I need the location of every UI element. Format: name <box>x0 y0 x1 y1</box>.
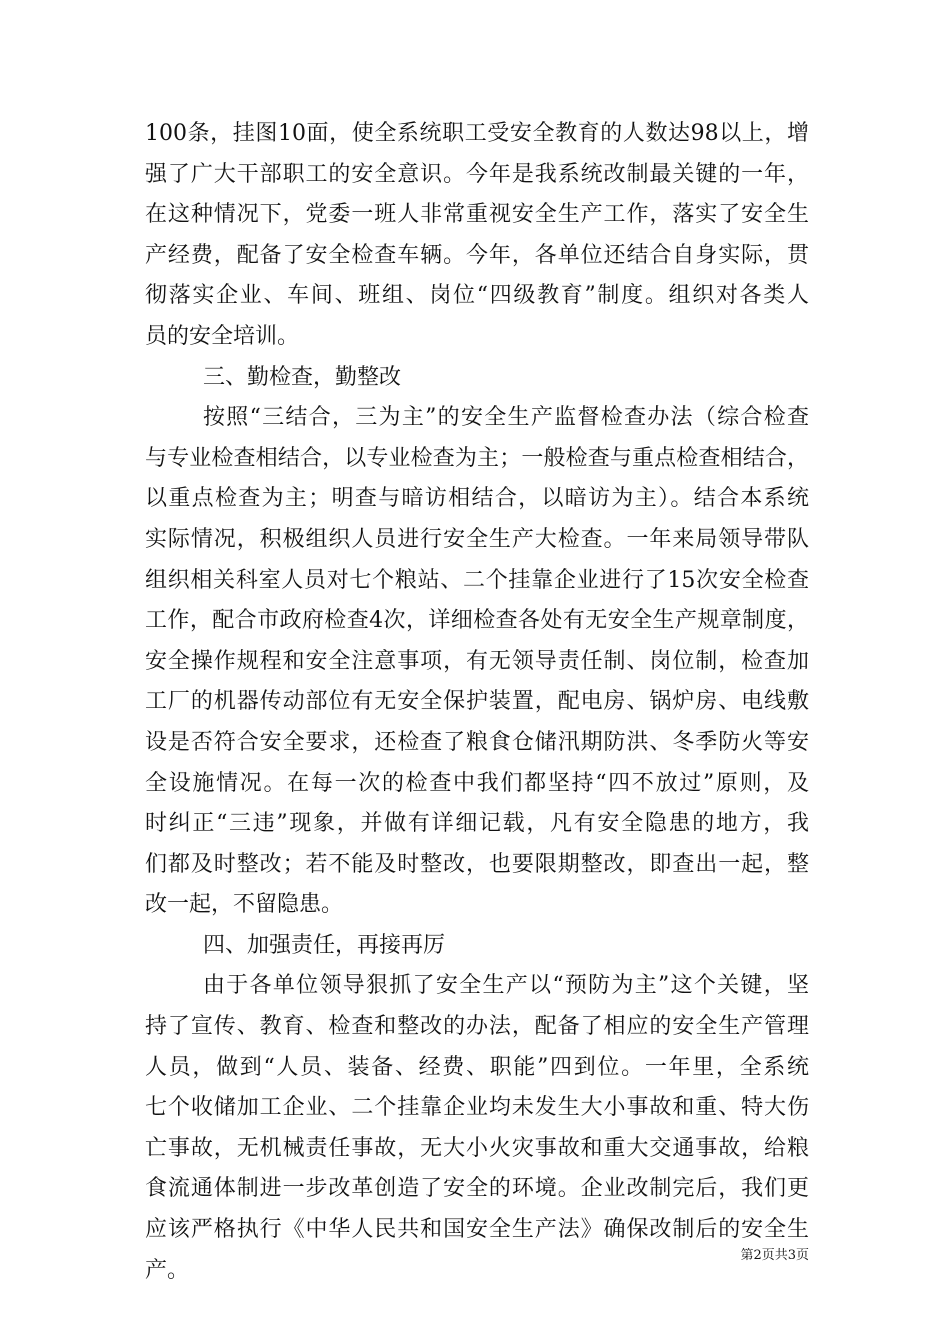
text-line: 人员，做到“人员、装备、经费、职能”四到位。一年里，全系统 <box>145 1054 809 1080</box>
text-line: 实际情况，积极组织人员进行安全生产大检查。一年来局领导带队 <box>145 526 809 552</box>
text-line: 产经费，配备了安全检查车辆。今年，各单位还结合自身实际，贯 <box>145 242 809 268</box>
heading-text: 三、勤检查，勤整改 <box>203 364 402 390</box>
text-line: 由于各单位领导狠抓了安全生产以“预防为主”这个关键，坚 <box>203 973 809 999</box>
text-line: 以重点检查为主；明查与暗访相结合，以暗访为主）。结合本系统 <box>145 486 809 512</box>
text-line: 100条，挂图10面，使全系统职工受安全教育的人数达98以上，增 <box>145 121 809 146</box>
text-line: 食流通体制进一步改革创造了安全的环境。企业改制完后，我们更 <box>145 1176 809 1202</box>
text-line: 彻落实企业、车间、班组、岗位“四级教育”制度。组织对各类人 <box>145 283 809 309</box>
text-line: 与专业检查相结合，以专业检查为主；一般检查与重点检查相结合， <box>145 445 809 471</box>
text-line: 组织相关科室人员对七个粮站、二个挂靠企业进行了15次安全检查 <box>145 567 809 593</box>
text-line: 工厂的机器传动部位有无安全保护装置，配电房、锅炉房、电线敷 <box>145 689 809 715</box>
text-line: 产。 <box>145 1257 190 1283</box>
text-line: 七个收储加工企业、二个挂靠企业均未发生大小事故和重、特大伤 <box>145 1095 809 1121</box>
text-line: 按照“三结合，三为主”的安全生产监督检查办法（综合检查 <box>203 405 809 431</box>
paragraph <box>145 966 809 1291</box>
text-line: 在这种情况下，党委一班人非常重视安全生产工作，落实了安全生 <box>145 202 809 228</box>
document-body <box>145 114 809 1291</box>
text-line: 员的安全培训。 <box>145 323 300 349</box>
paragraph <box>145 114 809 358</box>
heading-text: 四、加强责任，再接再厉 <box>203 932 446 958</box>
text-line: 持了宣传、教育、检查和整改的办法，配备了相应的安全生产管理 <box>145 1014 809 1040</box>
text-line: 设是否符合安全要求，还检查了粮食仓储汛期防洪、冬季防火等安 <box>145 729 809 755</box>
text-line: 亡事故，无机械责任事故，无大小火灾事故和重大交通事故，给粮 <box>145 1135 809 1161</box>
text-line: 应该严格执行《中华人民共和国安全生产法》确保改制后的安全生 <box>145 1217 809 1243</box>
text-line: 安全操作规程和安全注意事项，有无领导责任制、岗位制，检查加 <box>145 648 809 674</box>
text-line: 工作，配合市政府检查4次，详细检查各处有无安全生产规章制度， <box>145 608 809 634</box>
text-line: 全设施情况。在每一次的检查中我们都坚持“四不放过”原则，及 <box>145 770 809 796</box>
paragraph <box>145 398 809 926</box>
section-heading <box>145 926 809 967</box>
text-line: 们都及时整改；若不能及时整改，也要限期整改，即查出一起，整 <box>145 851 809 877</box>
section-heading <box>145 358 809 399</box>
text-line: 强了广大干部职工的安全意识。今年是我系统改制最关键的一年， <box>145 161 809 187</box>
text-line: 时纠正“三违”现象，并做有详细记载，凡有安全隐患的地方，我 <box>145 811 809 837</box>
text-line: 改一起，不留隐患。 <box>145 892 344 918</box>
page-number: 第2页共3页 <box>740 1248 809 1263</box>
